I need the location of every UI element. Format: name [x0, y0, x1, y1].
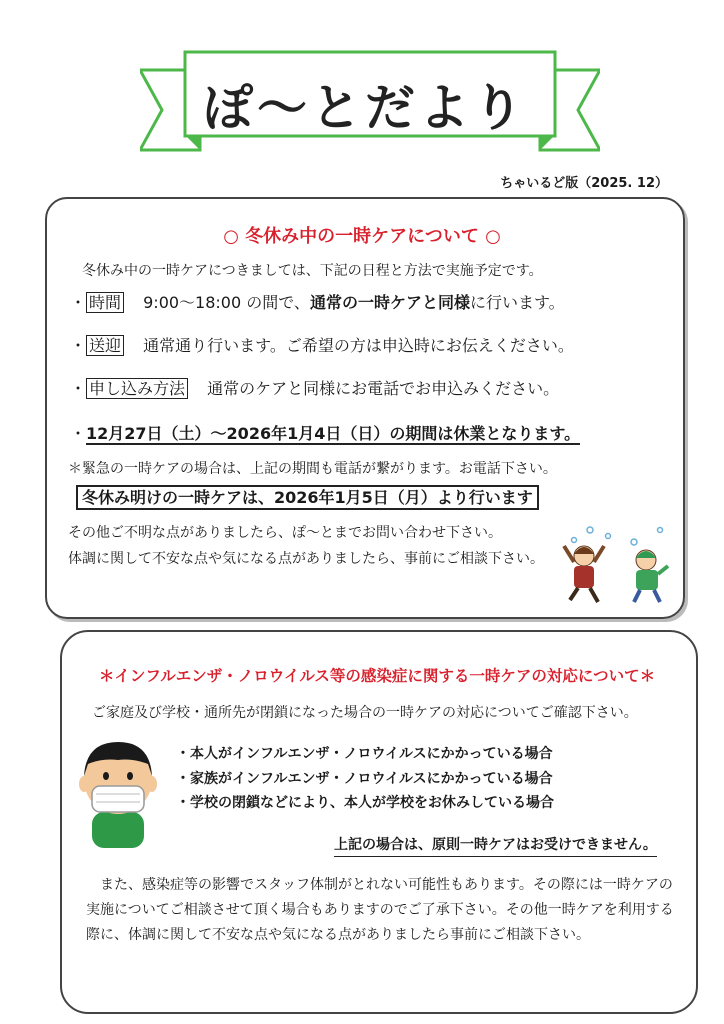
winter-intro: 冬休み中の一時ケアにつきましては、下記の日程と方法で実施予定です。: [82, 263, 543, 279]
bullet: ・: [70, 424, 87, 443]
time-text: 9:00〜18:00 の間で、: [143, 293, 310, 312]
bullet: ・: [70, 379, 87, 398]
time-text-bold: 通常の一時ケアと同様: [309, 293, 470, 312]
holiday-text: 12月27日（土）〜2026年1月4日（日）の期間は休業となります。: [86, 424, 581, 443]
apply-row: [70, 376, 559, 399]
bullet: ・: [70, 293, 87, 312]
edition-label: ちゃいるど版（2025. 12）: [500, 176, 668, 191]
conclusion-text: 上記の場合は、原則一時ケアはお受けできません。: [334, 834, 657, 857]
case-item: ・学校の閉鎖などにより、本人が学校をお休みしている場合: [176, 795, 554, 811]
contact-line-1: その他ご不明な点がありましたら、ぽ〜とまでお問い合わせ下さい。: [68, 525, 502, 541]
holiday-row: [70, 421, 580, 444]
apply-text: 通常のケアと同様にお電話でお申込みください。: [207, 379, 560, 398]
time-label: 時間: [86, 292, 124, 313]
bullet: ・: [70, 336, 87, 355]
newsletter-title: ぽ〜とだより: [203, 79, 527, 137]
resume-text: 冬休み明けの一時ケアは、2026年1月5日（月）より行います: [76, 485, 539, 510]
contact-line-2: 体調に関して不安な点や気になる点がありましたら、事前にご相談下さい。: [68, 551, 544, 567]
pickup-row: [70, 333, 574, 356]
winter-care-title: ○ 冬休み中の一時ケアについて ○: [223, 226, 501, 247]
time-row: [70, 290, 565, 313]
time-text-end: に行います。: [469, 293, 565, 312]
infection-paragraph: また、感染症等の影響でスタッフ体制がとれない可能性もあります。その際には一時ケアの実施についてご相談させて頂く場合もありますのでご了承下さい。その他一時ケアを利用する際に、体調に関して不安な点や気になる点がありましたら事前にご相談下さい。: [86, 877, 674, 943]
pickup-label: 送迎: [86, 335, 124, 356]
infection-title: ＊インフルエンザ・ノロウイルス等の感染症に関する一時ケアの対応について＊: [98, 667, 656, 685]
children-snow-illustration: [556, 522, 676, 606]
emergency-note: ＊緊急の一時ケアの場合は、上記の期間も電話が繋がります。お電話下さい。: [68, 461, 557, 477]
apply-label: 申し込み方法: [86, 378, 188, 399]
infection-intro: ご家庭及び学校・通所先が閉鎖になった場合の一時ケアの対応についてご確認下さい。: [92, 705, 638, 721]
pickup-text: 通常通り行います。ご希望の方は申込時にお伝えください。: [143, 336, 574, 355]
masked-boy-illustration: [72, 730, 162, 848]
case-item: ・本人がインフルエンザ・ノロウイルスにかかっている場合: [176, 746, 553, 762]
resume-notice: [76, 485, 539, 508]
case-item: ・家族がインフルエンザ・ノロウイルスにかかっている場合: [176, 771, 553, 787]
